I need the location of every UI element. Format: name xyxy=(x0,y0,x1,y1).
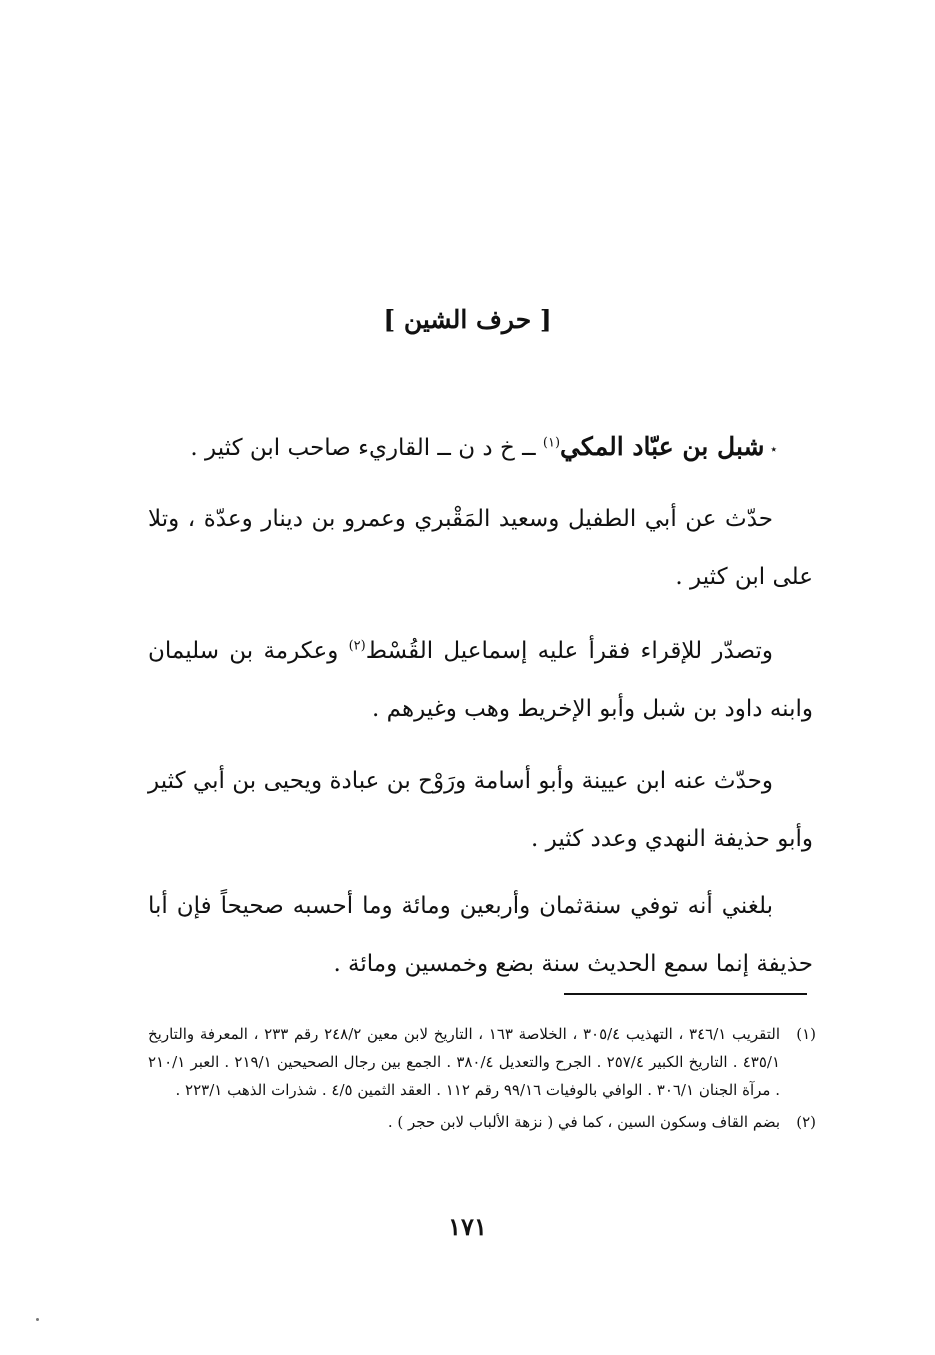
paragraph-4-text: بلغني أنه توفي سنةثمان وأربعين ومائة وما أحسبه صحيحاً فإن أبا حذيفة إنما سمع الحديث سنة بضع وخمسين ومائة . xyxy=(148,893,813,977)
footnote-2-number: (٢) xyxy=(796,1113,816,1131)
footnote-2-text: بضم القاف وسكون السين ، كما في ( نزهة الألباب لابن حجر ) . xyxy=(387,1113,780,1131)
paragraph-3 xyxy=(148,752,813,868)
entry-heading xyxy=(190,427,777,469)
footnotes xyxy=(148,1020,816,1140)
footnote-1-number: (١) xyxy=(796,1025,816,1043)
footnote-divider xyxy=(564,993,807,995)
paragraph-3-text: وحدّث عنه ابن عيينة وأبو أسامة ورَوْح بن عبادة ويحيى بن أبي كثير وأبو حذيفة النهدي وعدد كثير . xyxy=(148,768,813,852)
paragraph-2-text-before: وتصدّر للإقراء فقرأ عليه إسماعيل القُسْط xyxy=(365,638,774,664)
footnote-ref-2: (٢) xyxy=(348,638,366,654)
entry-bullet: ٭ xyxy=(770,442,777,456)
footnote-1 xyxy=(148,1020,816,1104)
scan-speck xyxy=(36,1318,39,1321)
paragraph-2 xyxy=(148,622,813,738)
entry-description: ــ خ د ن ــ القاريء صاحب ابن كثير . xyxy=(190,435,536,461)
footnote-2 xyxy=(148,1108,816,1136)
page-number: ١٧١ xyxy=(448,1212,487,1241)
paragraph-1-text: حدّث عن أبي الطفيل وسعيد المَقْبري وعمرو بن دينار وعدّة ، وتلا على ابن كثير . xyxy=(148,506,813,590)
section-heading: [ حرف الشين ] xyxy=(383,305,552,334)
paragraph-2-text-after: وعكرمة بن سليمان وابنه داود بن شبل وأبو الإخريط وهب وغيرهم . xyxy=(148,638,813,722)
footnote-ref-1: (١) xyxy=(542,435,561,451)
footnote-1-text: التقريب ٣٤٦/١ ، التهذيب ٣٠٥/٤ ، الخلاصة ١٦٣ ، التاريخ لابن معين ٢٤٨/٢ رقم ٢٣٣ ، المعرفة والتاريخ ٤٣٥/١ . التاريخ الكبير ٢٥٧/٤ . الجرح والتعديل ٣٨٠/٤ . الجمع بين رجال الصحيحين ٢١٩/١ . العبر ٢١٠/١ . مرآة الجنان ٣٠٦/١ . الوافي بالوفيات ٩٩/١٦ رقم ١١٢ . العقد الثمين ٤/٥ . شذرات الذهب ٢٢٣/١ . xyxy=(148,1025,781,1099)
paragraph-1 xyxy=(148,490,813,606)
entry-name: شبل بن عبّاد المكي xyxy=(560,432,765,461)
paragraph-4 xyxy=(148,877,813,993)
